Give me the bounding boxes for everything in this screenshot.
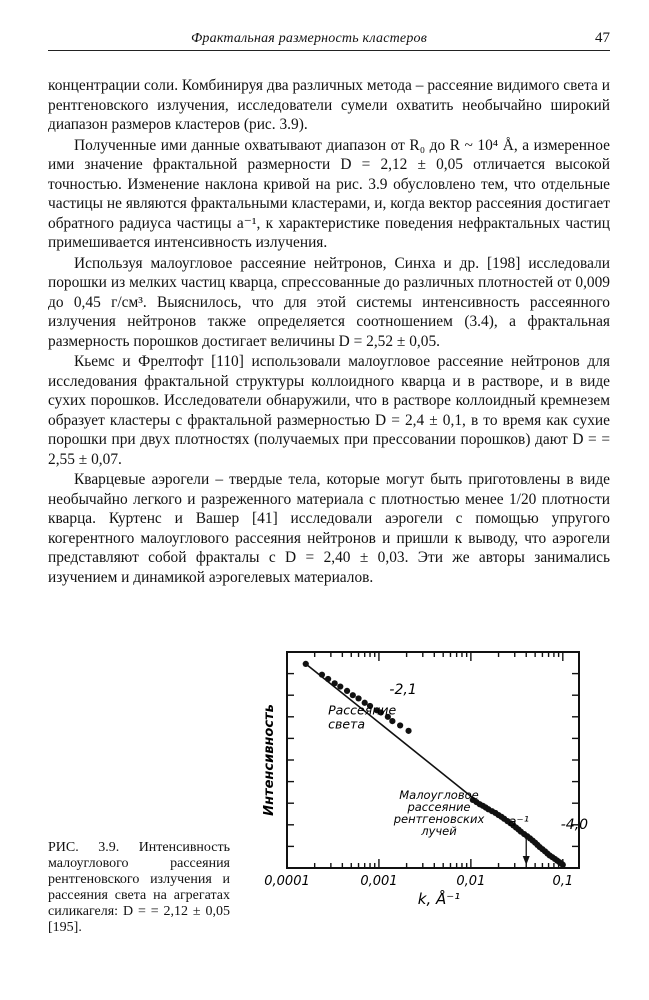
data-point-light xyxy=(350,692,356,698)
data-point-light xyxy=(405,728,411,734)
xray-scattering-label: Малоугловое xyxy=(399,787,479,802)
page-number: 47 xyxy=(595,30,610,46)
inverse-radius-label: a⁻¹ xyxy=(508,813,530,830)
xray-scattering-label: рассеяние xyxy=(407,799,471,814)
figure-caption: РИС. 3.9. Интенсивность малоуглового рассеяния рентгеновского излучения и рассеяния света на агрегатах силикагеля: D = = 2,12 ± 0,05 [195]. xyxy=(48,840,230,935)
inverse-radius-arrowhead xyxy=(523,856,530,865)
x-tick-label: 0,01 xyxy=(456,874,486,889)
paragraph: Используя малоугловое рассеяние нейтронов, Синха и др. [198] исследовали порошки из мелких частиц кварца, спрессованные до различных плотностей от 0,009 до 0,45 г/см³. Выяснилось, что для этой системы интенсивность рассеянного излучения нейтронов также определяется соотношением (3.4), а фрактальная размерность порошков достигает величины D = 2,52 ± 0,05. xyxy=(48,254,610,350)
running-header-title: Фрактальная размерность кластеров xyxy=(190,31,428,46)
x-axis-label: k, Å⁻¹ xyxy=(417,890,461,908)
data-point-xray xyxy=(560,862,566,868)
x-tick-label: 0,1 xyxy=(552,874,574,889)
data-point-light xyxy=(344,688,350,694)
data-point-light xyxy=(325,676,331,682)
paragraph: Кьемс и Фрелтофт [110] использовали малоугловое рассеяние нейтронов для исследования фрактальной структуры коллоидного кварца и в растворе, и в виде сухих порошков. Исследователи обнаружили, что в растворе коллоидный кремнезем образует кластеры с фрактальной размерностью D = 2,4 ± 0,1, в то время как сухие порошки при двух плотностях (получаемых при прессовании порошков) дают D = = 2,55 ± 0,07. xyxy=(48,353,610,468)
scattering-chart xyxy=(252,640,592,952)
data-point-light xyxy=(355,695,361,701)
paragraph: концентрации соли. Комбинируя два различных метода – рассеяние видимого света и рентгеновского излучения, исследователи сумели охватить необычайно широкий диапазон размеров кластеров (рис. 3.9). xyxy=(48,77,610,133)
data-point-light xyxy=(337,683,343,689)
paragraph: Полученные ими данные охватывают диапазон от R₀ до R ~ 10⁴ Å, а измеренное ими значение фрактальной размерности D = 2,12 ± 0,05 отличается высокой точностью. Изменение наклона кривой на рис. 3.9 обусловлено тем, что отдельные частицы не являются фрактальными кластерами, и, когда вектор рассеяния достигает обратного радиуса частицы a⁻¹, к характеристике поведения нефрактальных частиц примешивается интенсивность излучения. xyxy=(48,136,610,251)
data-point-light xyxy=(332,680,338,686)
light-scattering-label: Рассеяние xyxy=(328,702,397,718)
figure-3-9 xyxy=(252,640,592,952)
light-scattering-label: света xyxy=(328,716,365,732)
xray-scattering-label: лучей xyxy=(421,823,457,838)
data-point-light xyxy=(319,672,325,678)
slope-label-light: -2,1 xyxy=(389,682,417,699)
data-point-light xyxy=(303,661,309,667)
x-tick-label: 0,0001 xyxy=(264,874,310,889)
chart-labels xyxy=(262,682,588,908)
data-point-light xyxy=(397,722,403,728)
x-tick-label: 0,001 xyxy=(360,874,398,889)
slope-label-xray: -4,0 xyxy=(560,817,589,834)
body-text xyxy=(48,76,610,587)
xray-scattering-label: рентгеновских xyxy=(393,811,485,826)
paragraph: Кварцевые аэрогели – твердые тела, которые могут быть приготовлены в виде необычайно легкого и разреженного материала с плотностью менее 1/20 плотности кварца. Куртенс и Вашер [41] исследовали аэрогели с помощью упругого когерентного малоуглового рассеяния нейтронов и пришли к выводу, что аэрогели представляют собой фракталы с D = 2,40 ± 0,03. Эти же авторы занимались изучением и динамикой аэрогелевых материалов. xyxy=(48,471,610,586)
y-axis-label: Интенсивность xyxy=(262,704,277,816)
running-header xyxy=(48,30,610,51)
data-point-light xyxy=(389,718,395,724)
